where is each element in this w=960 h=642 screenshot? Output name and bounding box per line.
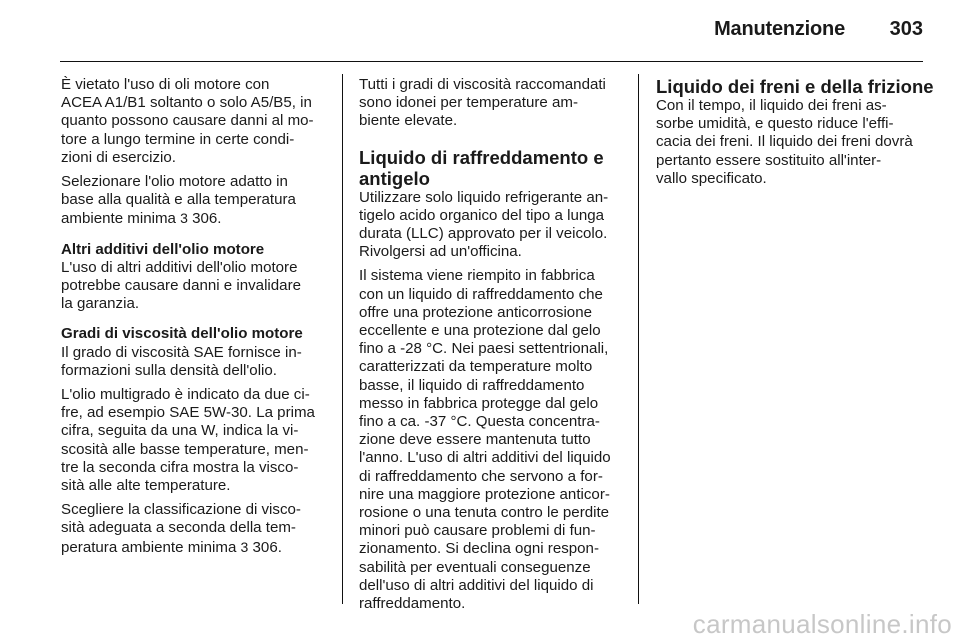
column-divider xyxy=(342,74,343,604)
page-link-306[interactable]: 306. xyxy=(248,538,282,556)
paragraph-viscosity-choice: Scegliere la classificazione di visco- sità adeguata a seconda della tem- peratura ambiente minima 3 306. xyxy=(61,501,301,556)
heading-brake-fluid: Liquido dei freni e della frizione xyxy=(656,76,934,97)
cross-reference-arrow-icon[interactable]: 3 xyxy=(240,538,249,555)
paragraph-viscosity-grades: Tutti i gradi di viscosità raccomandati sono idonei per temperature am- biente elevate. xyxy=(359,76,606,130)
paragraph-oil-restriction: È vietato l'uso di oli motore con ACEA A1/B1 soltanto o solo A5/B5, in quanto possono causare danni al mo- tore a lungo termine in certe condi- zioni di esercizio. xyxy=(61,76,314,166)
paragraph-brake-fluid: Con il tempo, il liquido dei freni as- sorbe umidità, e questo riduce l'effi- cacia dei freni. Il liquido dei freni dovrà pertanto essere sostituito all'inter- vallo specificato. xyxy=(656,97,913,187)
page-number: 303 xyxy=(889,18,923,40)
column-2 xyxy=(359,76,625,619)
paragraph-coolant-protection: Il sistema viene riempito in fabbrica con un liquido di raffreddamento che offre una protezione anticorrosione eccellente e una protezione dal gelo fino a -28 °C. Nei paesi settentrionali, caratterizzati da temperature molto basse, il liquido di raffreddamento messo in fabbrica protegge dal gelo fino a ca. -37 °C. Questa concentra- zione deve essere mantenuta tutto l'anno. L'uso di altri additivi del liquido di raffreddamento che servono a for- nire una maggiore protezione anticor- rosione o una tenuta contro le perdite minori può causare problemi di fun- zionamento. Si declina ogni respon- sabilità per eventuali conseguenze dell'uso di altri additivi del liquido di raffreddamento. xyxy=(359,267,611,613)
heading-coolant: Liquido di raffreddamento e antigelo xyxy=(359,146,604,189)
paragraph-multigrade: L'olio multigrado è indicato da due ci- fre, ad esempio SAE 5W-30. La prima cifra, seguita da una W, indica la vi- scosità alle basse temperature, men- tre la seconda cifra mostra la visco- sità alle alte temperature. xyxy=(61,386,315,495)
page-link-306[interactable]: 306. xyxy=(187,210,222,228)
header-rule xyxy=(60,61,923,62)
cross-reference-arrow-icon[interactable]: 3 xyxy=(180,210,188,227)
column-divider xyxy=(638,74,639,604)
column-1 xyxy=(61,76,326,563)
page-header xyxy=(60,18,923,42)
paragraph-coolant-type: Utilizzare solo liquido refrigerante an- tigelo acido organico del tipo a lunga durata (LLC) approvato per il veicolo. Rivolgersi ad un'officina. xyxy=(359,188,609,261)
paragraph-sae: Il grado di viscosità SAE fornisce in- formazioni sulla densità dell'olio. xyxy=(61,343,302,379)
watermark: carmanualsonline.info xyxy=(692,609,952,639)
column-3 xyxy=(656,76,934,194)
paragraph-oil-selection: Selezionare l'olio motore adatto in base alla qualità e alla temperatura ambiente minima 3 306. xyxy=(61,173,296,228)
subheading-additives: Altri additivi dell'olio motore xyxy=(61,240,265,258)
paragraph-additives: L'uso di altri additivi dell'olio motore potrebbe causare danni e invalidare la garanzia. xyxy=(61,258,301,313)
subheading-viscosity: Gradi di viscosità dell'olio motore xyxy=(61,325,303,343)
section-title: Manutenzione xyxy=(714,18,845,40)
